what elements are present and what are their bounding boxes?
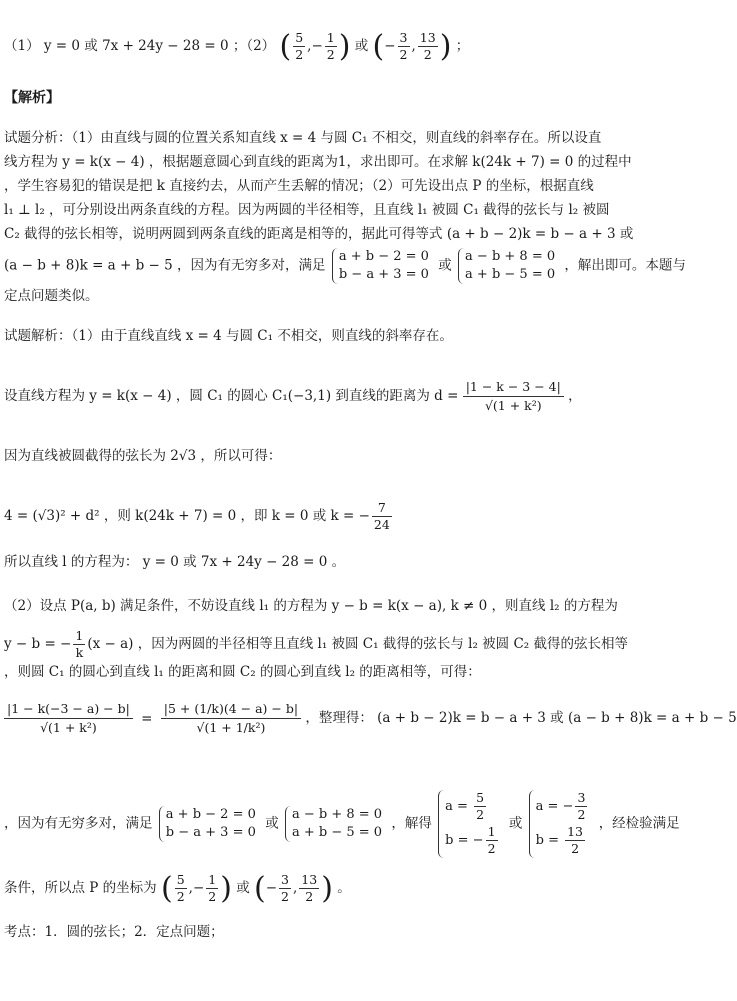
solution-line-9: $\frac{|1 - k(-3 - a) - b|}{\text{√(1 + k²)}}$ = $\frac{|5 + (1/k)(4 - a) - b|}{\text{√(1 + 1/k²)}}$ ，整理得： (a + b − 2)k = b − a + 3 或 (a − b + 8)k = a + b − 5 — [4, 700, 737, 737]
solution-line-3: 因为直线被圆截得的弦长为 2√3 ，所以可得： — [4, 448, 282, 464]
analysis-line-1: 试题分析：（1）由直线与圆的位置关系知直线 x = 4 与圆 C₁ 不相交，则直线的斜率存在。所以设直 — [4, 130, 602, 146]
solution-line-10: ，因为有无穷多对，满足 a + b − 2 = 0 b − a + 3 = 0 或 a − b + 8 = 0 a + b − 5 = 0 ，解得 a = $\frac{5}{2}$ b = − $\frac{1}{2}$ 或 a = − $\frac{3}{2}$ b = $\frac{13}{2}$ ，经检验满足 — [4, 790, 680, 856]
solution-system-2: a − b + 8 = 0 a + b − 5 = 0 — [285, 806, 385, 842]
point-answer-2: (− $\frac{3}{2}$ , $\frac{13}{2}$ ) — [372, 28, 452, 64]
answer-line — [4, 30, 469, 63]
solution-line-4: 4 = (√3)² + d² ，则 k(24k + 7) = 0 ，即 k = 0 或 k = − $\frac{7}{24}$ — [4, 500, 390, 532]
solution-line-8: ，则圆 C₁ 的圆心到直线 l₁ 的距离和圆 C₂ 的圆心到直线 l₂ 的距离相等，可得： — [4, 664, 481, 680]
solution-line-2: 设直线方程为 y = k(x − 4) ，圆 C₁ 的圆心 C₁(−3,1) 到直线的距离为 d = $\frac{|1 - k - 3 - 4|}{\text{√(1 + k²)}}$ ， — [4, 379, 582, 413]
solution-line-6: （2）设点 P(a, b) 满足条件，不妨设直线 l₁ 的方程为 y − b = k(x − a), k ≠ 0 ，则直线 l₂ 的方程为 — [4, 598, 618, 614]
solution-system-1: a + b − 2 = 0 b − a + 3 = 0 — [159, 806, 259, 842]
analysis-line-3: ，学生容易犯的错误是把 k 直接约去，从而产生丢解的情况；（2）可先设出点 P 的坐标，根据直线 — [4, 178, 594, 194]
analysis-line-4: l₁ ⊥ l₂ ，可分别设出两条直线的方程。因为两圆的半径相等，且直线 l₁ 被圆 C₁ 截得的弦长与 l₂ 被圆 — [4, 202, 610, 218]
solution-line-5: 所以直线 l 的方程为： y = 0 或 7x + 24y − 28 = 0 。 — [4, 554, 346, 570]
analysis-line-2: 线方程为 y = k(x − 4) ，根据题意圆心到直线的距离为1，求出即可。在求解 k(24k + 7) = 0 的过程中 — [4, 154, 632, 170]
solution-line-1: 试题解析：（1）由于直线直线 x = 4 与圆 C₁ 不相交，则直线的斜率存在。 — [4, 328, 453, 344]
answer-suffix: ； — [455, 38, 470, 54]
answer-or: 或 — [354, 38, 369, 54]
k-fraction: $\frac{7}{24}$ — [373, 500, 390, 532]
equation-system-1: a + b − 2 = 0 b − a + 3 = 0 — [332, 248, 432, 284]
analysis-line-5: C₂ 截得的弦长相等，说明两圆到两条直线的距离是相等的，据此可得等式 (a + b − 2)k = b − a + 3 或 — [4, 226, 634, 242]
result-system-1: a = $\frac{5}{2}$ b = − $\frac{1}{2}$ — [438, 790, 502, 858]
point-final-2: (− $\frac{3}{2}$ , $\frac{13}{2}$ ) — [254, 870, 333, 906]
section-heading: 【解析】 — [4, 90, 60, 106]
analysis-line-7: 定点问题类似。 — [4, 288, 99, 304]
result-system-2: a = − $\frac{3}{2}$ b = $\frac{13}{2}$ — [529, 790, 593, 858]
solution-line-7: y − b = − $\frac{1}{k}$ (x − a) ，因为两圆的半径相等且直线 l₁ 被圆 C₁ 截得的弦长与 l₂ 被圆 C₂ 截得的弦长相等 — [4, 628, 628, 660]
point-answer-1: ( $\frac{5}{2}$ ,− $\frac{1}{2}$ ) — [279, 28, 351, 64]
solution-line-11: 条件，所以点 P 的坐标为 ( $\frac{5}{2}$ ,− $\frac{1}{2}$ ) 或 (− $\frac{3}{2}$ , $\frac{13}{2}$ ) 。 — [4, 870, 351, 906]
footer-keypoints: 考点：1．圆的弦长；2．定点问题； — [4, 924, 224, 940]
distance-fraction: $\frac{|1 - k - 3 - 4|}{\text{√(1 + k²)}}$ — [463, 378, 564, 415]
point-final-1: ( $\frac{5}{2}$ ,− $\frac{1}{2}$ ) — [160, 870, 232, 906]
analysis-line-6: (a − b + 8)k = a + b − 5 ，因为有无穷多对，满足 a + b − 2 = 0 b − a + 3 = 0 或 a − b + 8 = 0 a + b − 5 = 0 ，解出即可。本题与 — [4, 249, 686, 282]
right-distance-fraction: $\frac{|5 + (1/k)(4 - a) - b|}{\text{√(1 + 1/k²)}}$ — [161, 700, 301, 737]
inverse-k-fraction: $\frac{1}{k}$ — [75, 628, 84, 660]
equation-system-2: a − b + 8 = 0 a + b − 5 = 0 — [458, 248, 558, 284]
left-distance-fraction: $\frac{|1 - k(-3 - a) - b|}{\text{√(1 + k²)}}$ — [4, 700, 133, 737]
answer-prefix: （1） y = 0 或 7x + 24y − 28 = 0 ；（2） — [4, 38, 276, 54]
